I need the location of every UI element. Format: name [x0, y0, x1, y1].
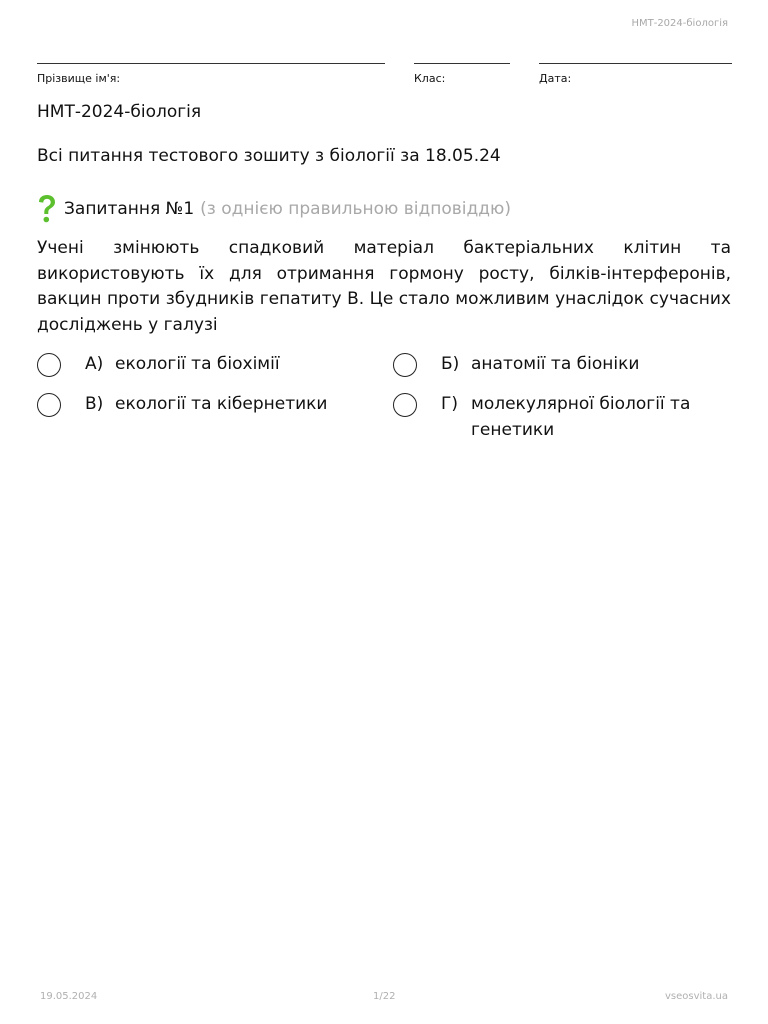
answer-letter: Б) [441, 354, 460, 374]
name-label: Прізвище ім'я: [37, 72, 121, 85]
question-mark-icon [36, 194, 58, 224]
answer-radio[interactable] [393, 393, 417, 417]
answer-radio[interactable] [37, 353, 61, 377]
question-hint: (з однією правильною відповіддю) [200, 199, 511, 219]
answer-option-c[interactable] [37, 393, 367, 417]
answer-option-a[interactable] [37, 353, 367, 377]
answer-radio[interactable] [37, 393, 61, 417]
footer-date: 19.05.2024 [40, 991, 98, 1002]
class-label: Клас: [414, 72, 446, 85]
answer-radio[interactable] [393, 353, 417, 377]
page-title: НМТ-2024-біологія [37, 102, 202, 122]
answer-option-d[interactable] [393, 393, 713, 443]
question-heading [36, 194, 511, 224]
answer-text: анатомії та біоніки [471, 354, 640, 374]
name-line [37, 63, 385, 64]
answer-text: молекулярної біології та генетики [471, 394, 691, 440]
answer-text: екології та кібернетики [115, 394, 328, 414]
footer-site-link: vseosvita.ua [665, 991, 728, 1002]
page-subtitle: Всі питання тестового зошиту з біології за 18.05.24 [37, 146, 501, 166]
footer-page-number: 1/22 [373, 991, 396, 1002]
answer-option-b[interactable] [393, 353, 731, 377]
date-line [539, 63, 732, 64]
class-line [414, 63, 510, 64]
answer-letter: Г) [441, 394, 458, 414]
question-number: Запитання №1 [64, 199, 195, 219]
answer-letter: А) [85, 354, 104, 374]
answer-text: екології та біохімії [115, 354, 280, 374]
question-text: Учені змінюють спадковий матеріал бактеріальних клітин та використовують їх для отримання гормону росту, білків-інтерферонів, вакцин проти збудників гепатиту В. Це стало можливим унаслідок сучасних досліджень у галузі [37, 238, 731, 335]
answer-letter: В) [85, 394, 104, 414]
header-title: НМТ-2024-біологія [631, 18, 728, 29]
date-label: Дата: [539, 72, 572, 85]
